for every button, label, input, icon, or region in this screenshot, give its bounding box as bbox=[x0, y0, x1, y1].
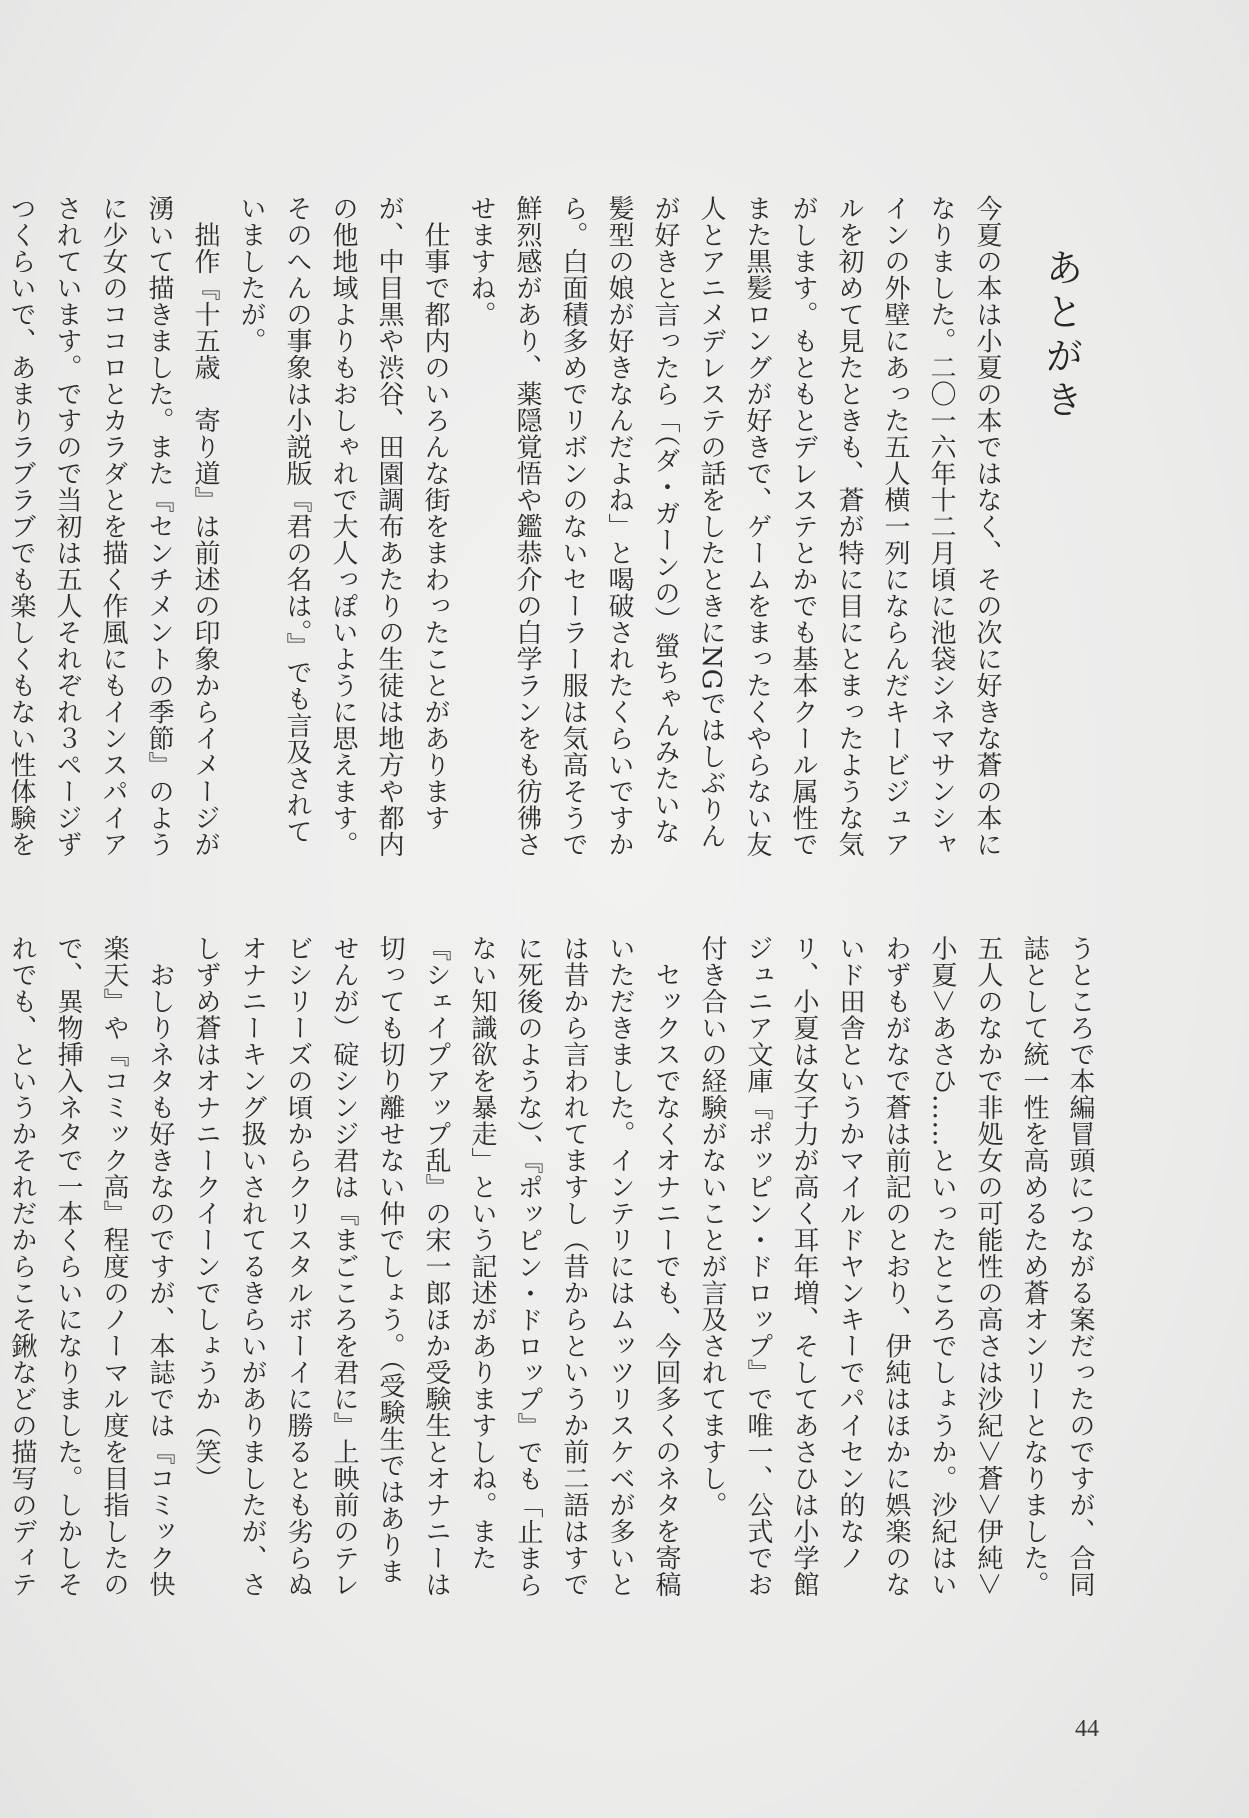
page-title: あとがき bbox=[1039, 248, 1083, 424]
body-text-top: 今夏の本は小夏の本ではなく、その次に好きな蒼の本になりました。二〇一六年十二月頃に池袋シネマサンシャインの外壁にあった五人横一列にならんだキービジュアルを初めて見たときも、蒼が特に目にとまったような気がします。もともとデレステとかでも基本クール属性でまた黒髪ロングが好きで、ゲームをまったくやらない友人とアニメデレステの話をしたときにNGではしぶりんが好きと言ったら「（ダ・ガーンの）螢ちゃんみたいな髪型の娘が好きなんだよね」と喝破されたくらいですから。白面積多めでリボンのないセーラー服は気高そうで鮮烈感があり、薬隠覚悟や鑑恭介の白学ランをも彷彿させますね。 仕事で都内のいろんな街をまわったことがありますが、中目黒や渋谷、田園調布あたりの生徒は地方や都内の他地域よりもおしゃれで大人っぽいように思えます。そのへんの事象は小説版『君の名は。』でも言及されていましたが。 拙作『十五歳 寄り道』は前述の印象からイメージが湧いて描きました。また『センチメントの季節』のように少女のココロとカラダとを描く作風にもインスパイアされています。ですので当初は五人それぞれ３ページずつくらいで、あまりラブラブでも楽しくもない性体験を bbox=[6, 195, 1002, 858]
body-text-bottom: うところで本編冒頭につながる案だったのですが、合同誌として統一性を高めるため蒼オンリーとなりました。五人のなかで非処女の可能性の高さは沙紀＞蒼＞伊純＞小夏＞あさひ……といったところでしょうか。沙紀はいわずもがなで蒼は前記のとおり、伊純はほかに娯楽のないド田舎というかマイルドヤンキーでパイセン的なノリ、小夏は女子力が高く耳年増、そしてあさひは小学館ジュニア文庫『ポッピン・ドロップ』で唯一、公式でお付き合いの経験がないことが言及されてますし。 セックスでなくオナニーでも、今回多くのネタを寄稿いただきました。インテリにはムッツリスケベが多いとは昔から言われてますし（昔からというか前二語はすでに死後のような）、『ポッピン・ドロップ』でも「止まらない知識欲を暴走」という記述がありますしね。また『シェイプアップ乱』の宋一郎ほか受験生とオナニーは切っても切り離せない仲でしょう。（受験生ではありませんが）碇シンジ君は『まごころを君に』上映前のテレビシリーズの頃からクリスタルボーイに勝るとも劣らぬオナニーキング扱いされてるきらいがありましたが、さしずめ蒼はオナニークイーンでしょうか（笑） おしりネタも好きなのですが、本誌では『コミック快楽天』や『コミック高』程度のノーマル度を目指したので、異物挿入ネタで一本くらいになりました。しかしそれでも、というかそれだからこそ鍬などの描写のディテ bbox=[7, 935, 1095, 1598]
page-number: 44 bbox=[1075, 1716, 1099, 1742]
